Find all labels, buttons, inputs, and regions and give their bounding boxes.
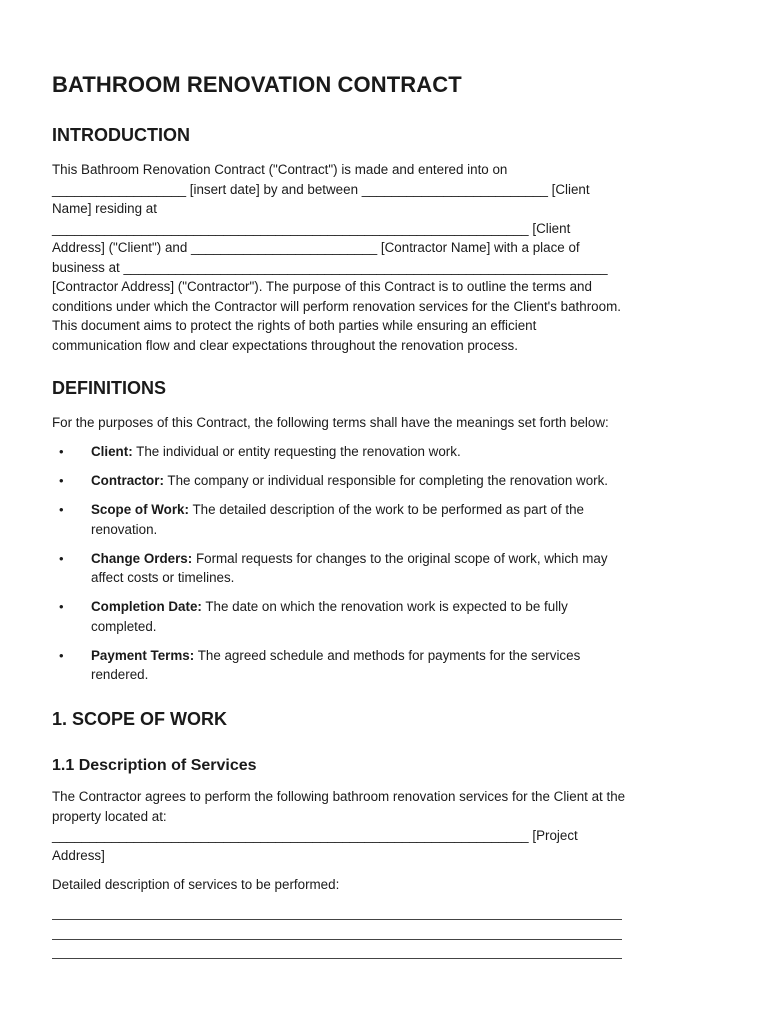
scope-subheading: 1.1 Description of Services — [52, 757, 257, 774]
intro-line: __________________ [insert date] by and between _________________________ [Client — [52, 181, 590, 197]
bullet-icon: • — [59, 444, 64, 459]
intro-line: Address] ("Client") and _________________________ [Contractor Name] with a place of — [52, 240, 580, 255]
definition-text: completed. — [91, 618, 157, 634]
definition-text: The agreed schedule and methods for payments for the services — [197, 647, 581, 663]
definition-text: renovation. — [91, 521, 158, 537]
definition-item — [52, 500, 732, 539]
intro-line: This document aims to protect the rights of both parties while ensuring an efficient — [52, 318, 537, 333]
scope-line: Address] — [52, 847, 105, 863]
bullet-icon: • — [59, 473, 64, 488]
definitions-heading: DEFINITIONS — [52, 378, 167, 398]
bullet-icon: • — [59, 502, 64, 517]
intro-line: business at _________________________________________________________________ — [52, 259, 608, 275]
definition-text: The date on which the renovation work is expected to be fully — [205, 599, 568, 614]
bullet-icon: • — [59, 599, 64, 614]
bullet-icon: • — [59, 550, 64, 566]
scope-line: The Contractor agrees to perform the following bathroom renovation services for the Client at the — [52, 789, 626, 804]
definition-item — [52, 442, 732, 462]
intro-line: This Bathroom Renovation Contract ("Contract") is made and entered into on — [52, 162, 508, 177]
definition-text: The company or individual responsible for completing the renovation work. — [167, 473, 609, 488]
intro-line: Name] residing at — [52, 201, 157, 216]
scope-line: ________________________________________________________________ [Project — [52, 828, 578, 843]
definition-item — [52, 646, 732, 685]
blank-line — [52, 958, 622, 959]
definitions-list — [52, 442, 732, 694]
intro-line: communication flow and clear expectations throughout the renovation process. — [52, 337, 518, 353]
definition-term: Completion Date: — [91, 599, 202, 614]
detail-label: Detailed description of services to be performed: — [52, 877, 340, 892]
definition-text: The detailed description of the work to be performed as part of the — [192, 502, 584, 517]
definition-text: Formal requests for changes to the original scope of work, which may — [195, 550, 608, 566]
introduction-paragraph — [52, 160, 621, 355]
introduction-heading: INTRODUCTION — [52, 125, 190, 145]
definition-item — [52, 471, 732, 491]
scope-heading: 1. SCOPE OF WORK — [52, 709, 228, 729]
definition-term: Scope of Work: — [91, 502, 189, 517]
blank-line — [52, 939, 622, 940]
definition-term: Contractor: — [91, 473, 164, 488]
definition-term: Client: — [91, 444, 133, 459]
intro-line: conditions under which the Contractor will perform renovation services for the Client's bathroom. — [52, 298, 621, 314]
definition-item — [52, 549, 732, 588]
intro-line: ________________________________________________________________ [Client — [52, 220, 571, 236]
definition-text: affect costs or timelines. — [91, 570, 235, 585]
scope-line: property located at: — [52, 808, 167, 824]
definition-item — [52, 597, 732, 636]
intro-line: [Contractor Address] ("Contractor"). The purpose of this Contract is to outline the terms and — [52, 279, 592, 294]
definition-term: Payment Terms: — [91, 647, 195, 663]
blank-line — [52, 919, 622, 920]
definition-text: rendered. — [91, 667, 149, 682]
definition-text: The individual or entity requesting the renovation work. — [136, 444, 461, 459]
scope-paragraph — [52, 787, 625, 865]
definition-term: Change Orders: — [91, 550, 193, 566]
document-title: BATHROOM RENOVATION CONTRACT — [52, 72, 462, 97]
definitions-intro: For the purposes of this Contract, the following terms shall have the meanings set forth below: — [52, 415, 609, 430]
bullet-icon: • — [59, 647, 64, 663]
